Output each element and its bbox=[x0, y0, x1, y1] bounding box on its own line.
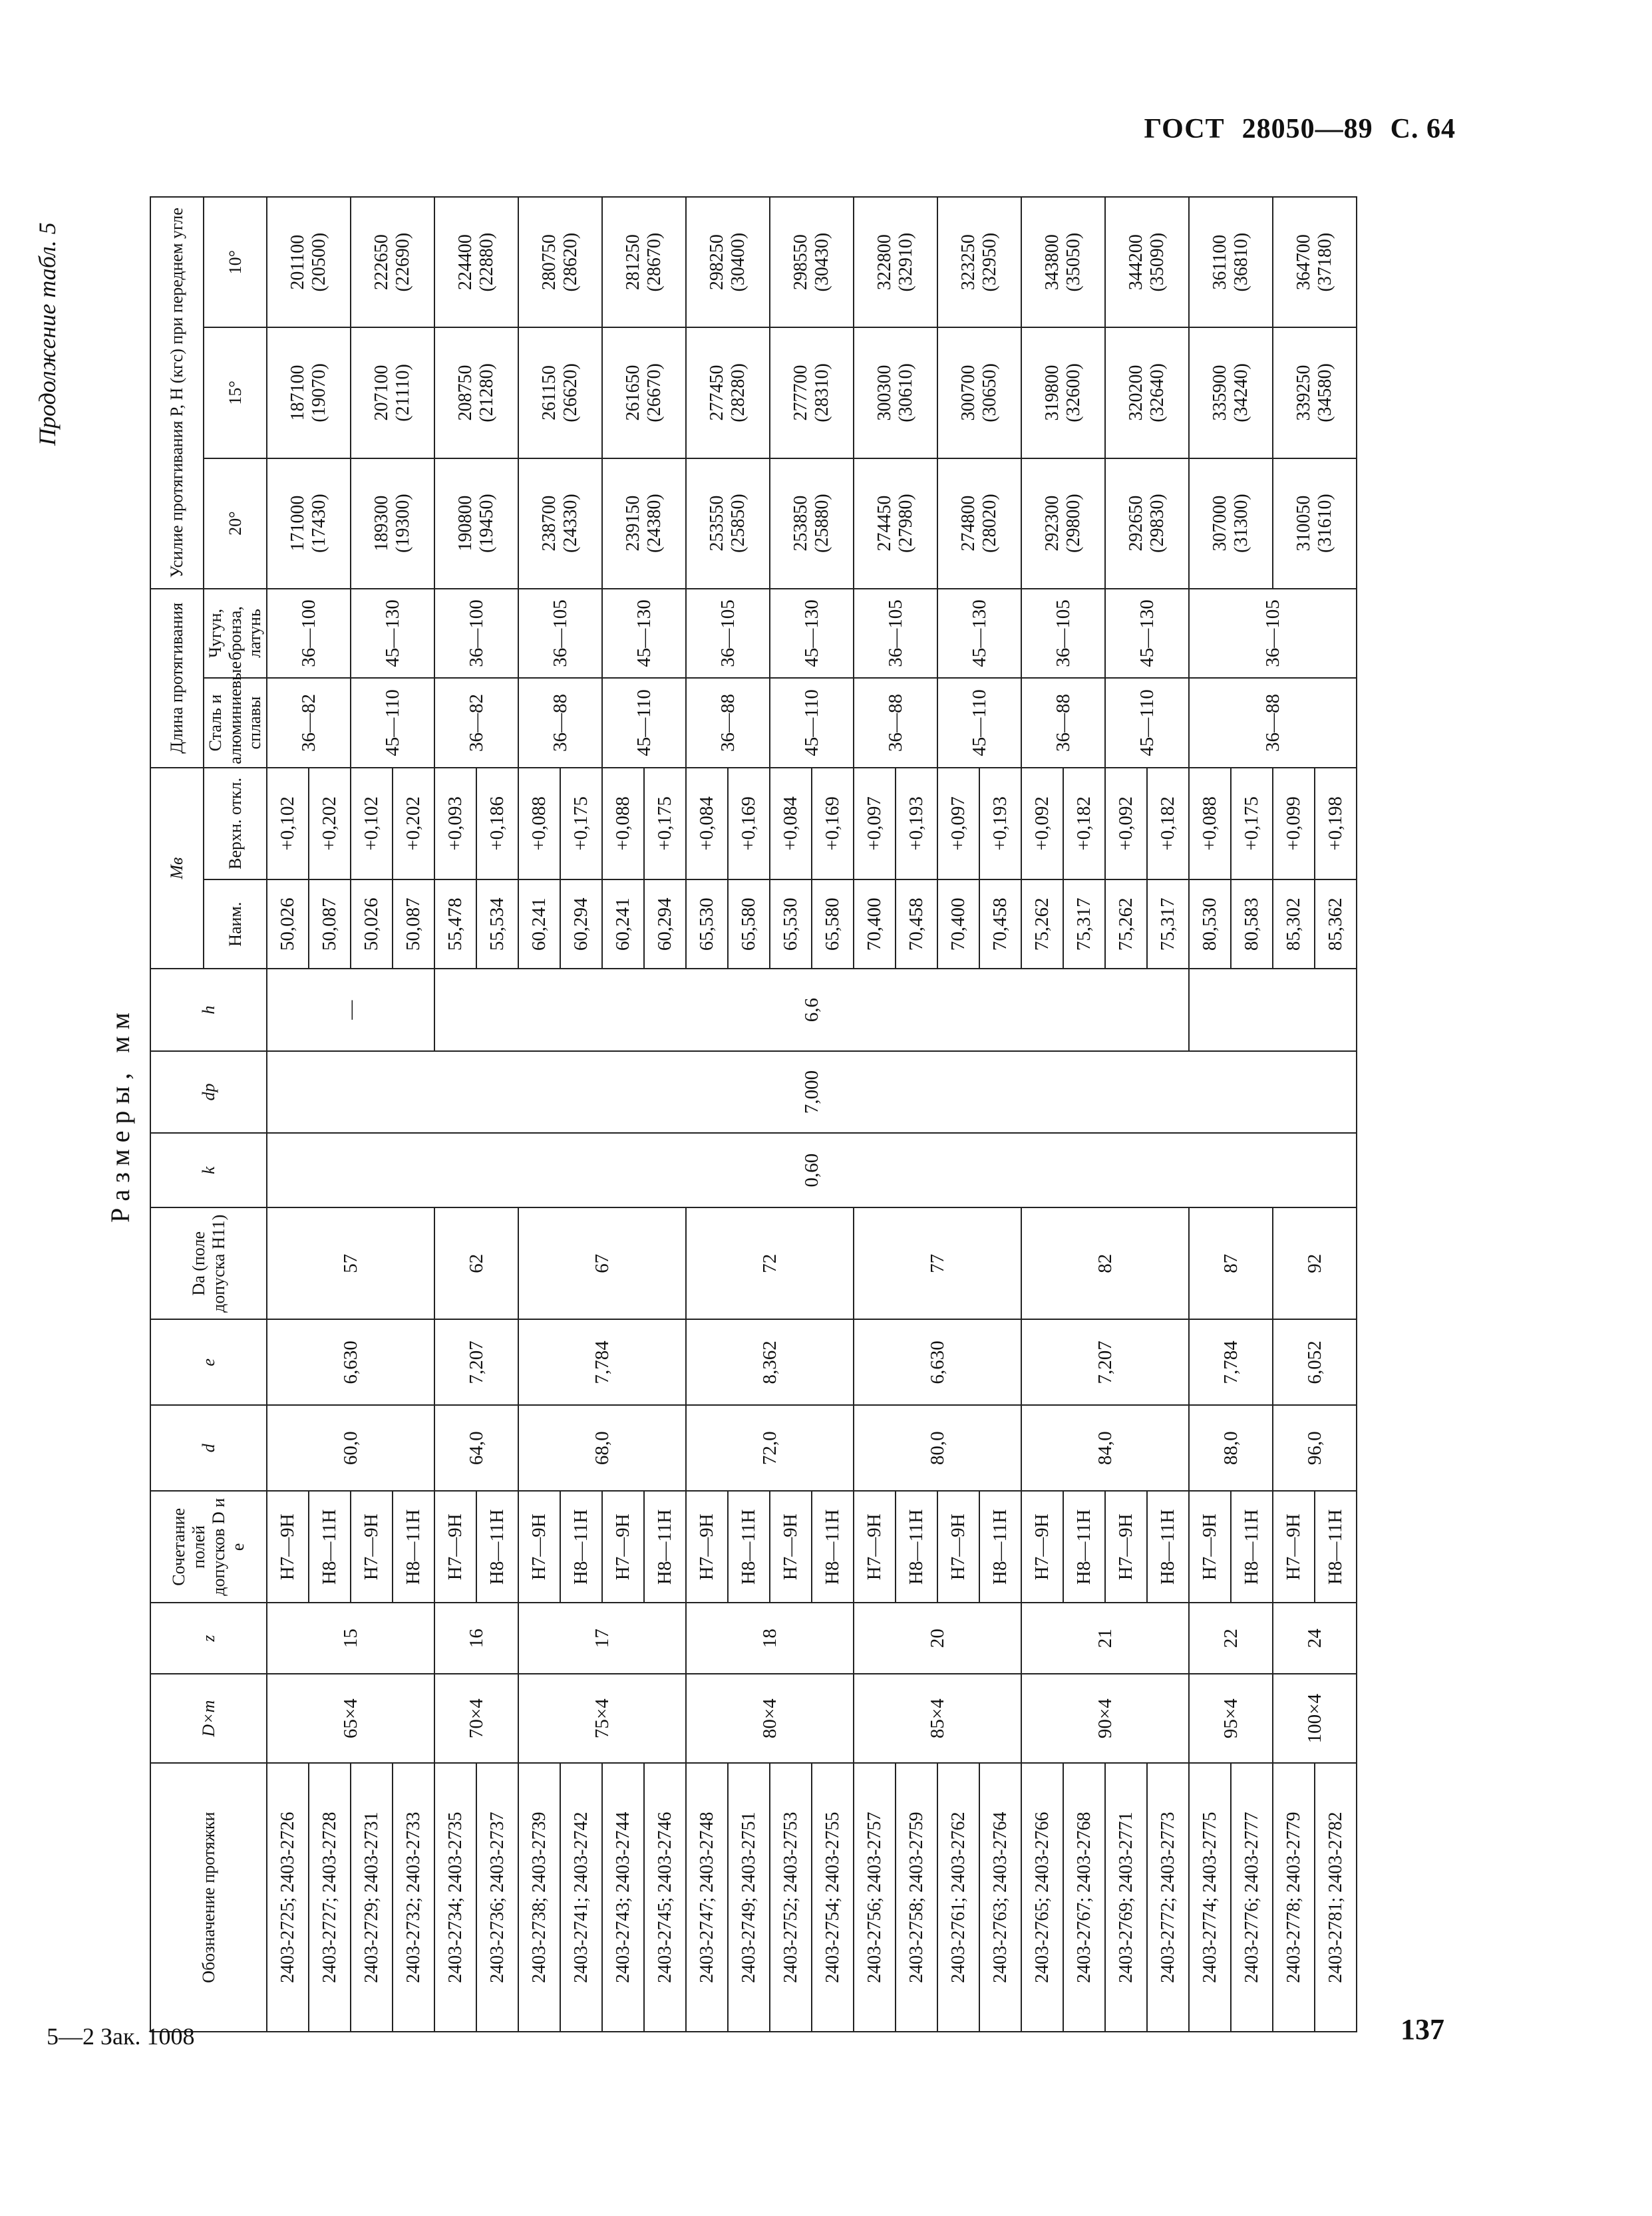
col-designation: Обозначение протяжки bbox=[150, 1763, 267, 2032]
cell-length-steel: 36—82 bbox=[267, 678, 351, 768]
cell-force-10: 344200 (35090) bbox=[1105, 197, 1189, 327]
cell-length-steel: 36—82 bbox=[434, 678, 518, 768]
cell-e: 7,784 bbox=[1189, 1319, 1273, 1405]
cell-force-10: 323250 (32950) bbox=[937, 197, 1021, 327]
cell-dxm: 85×4 bbox=[854, 1674, 1021, 1764]
cell-force-10: 201100 (20500) bbox=[267, 197, 351, 327]
col-length-iron: Чугун, бронза, латунь bbox=[204, 589, 267, 679]
cell-force-20: 292300 (29800) bbox=[1021, 458, 1105, 589]
cell-force-20: 274450 (27980) bbox=[854, 458, 937, 589]
cell-force-15: 300300 (30610) bbox=[854, 327, 937, 458]
cell-dxm: 75×4 bbox=[518, 1674, 686, 1764]
col-k: k bbox=[150, 1133, 267, 1207]
cell-mv-dev: +0,182 bbox=[1063, 768, 1105, 879]
cell-tolerance: H8—11H bbox=[393, 1491, 434, 1603]
cell-mv-nom: 70,458 bbox=[896, 879, 937, 969]
cell-force-15: 207100 (21110) bbox=[351, 327, 434, 458]
cell-designation: 2403-2778; 2403-2779 bbox=[1273, 1763, 1315, 2032]
cell-length-iron: 36—105 bbox=[1021, 589, 1105, 679]
cell-mv-dev: +0,102 bbox=[351, 768, 393, 879]
cell-mv-dev: +0,175 bbox=[560, 768, 602, 879]
cell-tolerance: H8—11H bbox=[476, 1491, 518, 1603]
cell-designation: 2403-2756; 2403-2757 bbox=[854, 1763, 896, 2032]
col-dp: dр bbox=[150, 1051, 267, 1133]
cell-z: 15 bbox=[267, 1603, 434, 1674]
cell-length-iron: 36—100 bbox=[267, 589, 351, 679]
cell-tolerance: H8—11H bbox=[309, 1491, 351, 1603]
cell-z: 16 bbox=[434, 1603, 518, 1674]
cell-e: 8,362 bbox=[686, 1319, 854, 1405]
cell-length-iron: 45—130 bbox=[602, 589, 686, 679]
cell-tolerance: H7—9H bbox=[854, 1491, 896, 1603]
cell-force-15: 261650 (26670) bbox=[602, 327, 686, 458]
cell-mv-nom: 50,087 bbox=[393, 879, 434, 969]
cell-mv-dev: +0,084 bbox=[770, 768, 812, 879]
cell-tolerance: H7—9H bbox=[1105, 1491, 1147, 1603]
cell-mv-nom: 85,302 bbox=[1273, 879, 1315, 969]
cell-z: 22 bbox=[1189, 1603, 1273, 1674]
cell-designation: 2403-2745; 2403-2746 bbox=[644, 1763, 686, 2032]
continuation-label: Продолжение табл. 5 bbox=[34, 222, 61, 446]
cell-force-15: 320200 (32640) bbox=[1105, 327, 1189, 458]
cell-length-steel: 45—110 bbox=[937, 678, 1021, 768]
cell-force-20: 190800 (19450) bbox=[434, 458, 518, 589]
cell-mv-dev: +0,182 bbox=[1147, 768, 1189, 879]
cell-da: 67 bbox=[518, 1207, 686, 1319]
col-force-20: 20° bbox=[204, 458, 267, 589]
cell-mv-dev: +0,092 bbox=[1105, 768, 1147, 879]
cell-dxm: 65×4 bbox=[267, 1674, 434, 1764]
cell-length-steel: 45—110 bbox=[351, 678, 434, 768]
col-length: Длина протягивания bbox=[150, 589, 204, 768]
cell-designation: 2403-2738; 2403-2739 bbox=[518, 1763, 560, 2032]
cell-mv-nom: 65,580 bbox=[728, 879, 770, 969]
cell-h: 6,6 bbox=[434, 969, 1189, 1050]
cell-h-dash: — bbox=[267, 969, 434, 1050]
header-number: 28050—89 bbox=[1241, 114, 1373, 144]
footer-page-number: 137 bbox=[1401, 2013, 1444, 2046]
cell-mv-nom: 55,478 bbox=[434, 879, 476, 969]
cell-d: 80,0 bbox=[854, 1405, 1021, 1491]
cell-z: 18 bbox=[686, 1603, 854, 1674]
cell-dxm: 80×4 bbox=[686, 1674, 854, 1764]
col-length-steel: Сталь и алюминиевые сплавы bbox=[204, 678, 267, 768]
cell-force-20: 189300 (19300) bbox=[351, 458, 434, 589]
cell-d: 96,0 bbox=[1273, 1405, 1357, 1491]
cell-force-15: 339250 (34580) bbox=[1273, 327, 1357, 458]
cell-mv-dev: +0,175 bbox=[644, 768, 686, 879]
header-page: С. 64 bbox=[1390, 114, 1456, 144]
cell-force-10: 343800 (35050) bbox=[1021, 197, 1105, 327]
col-force-15: 15° bbox=[204, 327, 267, 458]
cell-length-iron: 36—105 bbox=[518, 589, 602, 679]
cell-e: 6,630 bbox=[854, 1319, 1021, 1405]
cell-d: 84,0 bbox=[1021, 1405, 1189, 1491]
cell-dp: 7,000 bbox=[267, 1051, 1357, 1133]
cell-designation: 2403-2761; 2403-2762 bbox=[937, 1763, 979, 2032]
cell-tolerance: H7—9H bbox=[434, 1491, 476, 1603]
cell-d: 60,0 bbox=[267, 1405, 434, 1491]
cell-force-15: 319800 (32600) bbox=[1021, 327, 1105, 458]
cell-e: 7,784 bbox=[518, 1319, 686, 1405]
cell-designation: 2403-2769; 2403-2771 bbox=[1105, 1763, 1147, 2032]
cell-designation: 2403-2776; 2403-2777 bbox=[1231, 1763, 1273, 2032]
cell-force-10: 280750 (28620) bbox=[518, 197, 602, 327]
cell-tolerance: H7—9H bbox=[1273, 1491, 1315, 1603]
footer-order: 5—2 Зак. 1008 bbox=[47, 2023, 195, 2050]
cell-k: 0,60 bbox=[267, 1133, 1357, 1207]
cell-force-20: 292650 (29830) bbox=[1105, 458, 1189, 589]
cell-designation: 2403-2758; 2403-2759 bbox=[896, 1763, 937, 2032]
cell-mv-dev: +0,202 bbox=[393, 768, 434, 879]
cell-designation: 2403-2752; 2403-2753 bbox=[770, 1763, 812, 2032]
cell-tolerance: H7—9H bbox=[770, 1491, 812, 1603]
cell-tolerance: H8—11H bbox=[1231, 1491, 1273, 1603]
cell-mv-dev: +0,093 bbox=[434, 768, 476, 879]
cell-da: 87 bbox=[1189, 1207, 1273, 1319]
cell-designation: 2403-2765; 2403-2766 bbox=[1021, 1763, 1063, 2032]
cell-d: 68,0 bbox=[518, 1405, 686, 1491]
cell-mv-dev: +0,198 bbox=[1315, 768, 1357, 879]
col-tolerance: Сочетание полей допусков D и e bbox=[150, 1491, 267, 1603]
cell-mv-nom: 75,262 bbox=[1105, 879, 1147, 969]
cell-length-iron: 36—105 bbox=[854, 589, 937, 679]
cell-designation: 2403-2736; 2403-2737 bbox=[476, 1763, 518, 2032]
cell-force-15: 277450 (28280) bbox=[686, 327, 770, 458]
cell-mv-dev: +0,088 bbox=[518, 768, 560, 879]
cell-force-10: 364700 (37180) bbox=[1273, 197, 1357, 327]
col-mv-nom: Наим. bbox=[204, 879, 267, 969]
cell-designation: 2403-2741; 2403-2742 bbox=[560, 1763, 602, 2032]
col-mv: Mв bbox=[150, 768, 204, 969]
col-force: Усилие протягивания P, Н (кгс) при переднем угле bbox=[150, 197, 204, 589]
cell-tolerance: H7—9H bbox=[267, 1491, 309, 1603]
cell-force-15: 208750 (21280) bbox=[434, 327, 518, 458]
cell-z: 21 bbox=[1021, 1603, 1189, 1674]
cell-tolerance: H8—11H bbox=[560, 1491, 602, 1603]
cell-length-steel: 45—110 bbox=[602, 678, 686, 768]
cell-length-steel: 45—110 bbox=[1105, 678, 1189, 768]
cell-mv-nom: 60,241 bbox=[518, 879, 560, 969]
cell-force-20: 238700 (24330) bbox=[518, 458, 602, 589]
cell-designation: 2403-2729; 2403-2731 bbox=[351, 1763, 393, 2032]
cell-mv-nom: 60,294 bbox=[560, 879, 602, 969]
cell-length-iron: 36—105 bbox=[1189, 589, 1357, 679]
cell-mv-nom: 60,241 bbox=[602, 879, 644, 969]
cell-designation: 2403-2772; 2403-2773 bbox=[1147, 1763, 1189, 2032]
cell-force-10: 298250 (30400) bbox=[686, 197, 770, 327]
cell-da: 82 bbox=[1021, 1207, 1189, 1319]
cell-designation: 2403-2781; 2403-2782 bbox=[1315, 1763, 1357, 2032]
cell-tolerance: H8—11H bbox=[812, 1491, 854, 1603]
cell-tolerance: H8—11H bbox=[1147, 1491, 1189, 1603]
cell-tolerance: H8—11H bbox=[979, 1491, 1021, 1603]
cell-da: 57 bbox=[267, 1207, 434, 1319]
rotated-table-block bbox=[90, 196, 1357, 2032]
cell-mv-nom: 50,026 bbox=[267, 879, 309, 969]
cell-mv-dev: +0,097 bbox=[854, 768, 896, 879]
cell-force-15: 187100 (19070) bbox=[267, 327, 351, 458]
cell-force-10: 322800 (32910) bbox=[854, 197, 937, 327]
cell-force-20: 307000 (31300) bbox=[1189, 458, 1273, 589]
cell-tolerance: H7—9H bbox=[937, 1491, 979, 1603]
cell-tolerance: H7—9H bbox=[351, 1491, 393, 1603]
cell-length-steel: 36—88 bbox=[1189, 678, 1357, 768]
cell-designation: 2403-2732; 2403-2733 bbox=[393, 1763, 434, 2032]
cell-d: 64,0 bbox=[434, 1405, 518, 1491]
cell-mv-nom: 75,317 bbox=[1147, 879, 1189, 969]
cell-force-20: 274800 (28020) bbox=[937, 458, 1021, 589]
cell-z: 20 bbox=[854, 1603, 1021, 1674]
cell-designation: 2403-2734; 2403-2735 bbox=[434, 1763, 476, 2032]
cell-tolerance: H8—11H bbox=[896, 1491, 937, 1603]
cell-length-iron: 45—130 bbox=[937, 589, 1021, 679]
cell-mv-nom: 50,087 bbox=[309, 879, 351, 969]
cell-designation: 2403-2754; 2403-2755 bbox=[812, 1763, 854, 2032]
cell-z: 24 bbox=[1273, 1603, 1357, 1674]
cell-length-iron: 45—130 bbox=[1105, 589, 1189, 679]
cell-mv-dev: +0,169 bbox=[728, 768, 770, 879]
cell-force-20: 253550 (25850) bbox=[686, 458, 770, 589]
cell-tolerance: H8—11H bbox=[1063, 1491, 1105, 1603]
cell-mv-nom: 85,362 bbox=[1315, 879, 1357, 969]
cell-mv-dev: +0,092 bbox=[1021, 768, 1063, 879]
cell-length-iron: 45—130 bbox=[770, 589, 854, 679]
cell-length-steel: 36—88 bbox=[686, 678, 770, 768]
cell-e: 7,207 bbox=[434, 1319, 518, 1405]
cell-mv-dev: +0,175 bbox=[1231, 768, 1273, 879]
cell-tolerance: H7—9H bbox=[1021, 1491, 1063, 1603]
cell-force-15: 335900 (34240) bbox=[1189, 327, 1273, 458]
col-da: Dа (поле допуска H11) bbox=[150, 1207, 267, 1319]
cell-tolerance: H7—9H bbox=[1189, 1491, 1231, 1603]
cell-force-15: 261150 (26620) bbox=[518, 327, 602, 458]
table-caption: Размеры, мм bbox=[104, 1006, 135, 1223]
cell-force-20: 253850 (25880) bbox=[770, 458, 854, 589]
col-mv-dev: Верхн. откл. bbox=[204, 768, 267, 879]
cell-mv-nom: 55,534 bbox=[476, 879, 518, 969]
cell-da: 92 bbox=[1273, 1207, 1357, 1319]
cell-mv-nom: 75,317 bbox=[1063, 879, 1105, 969]
cell-designation: 2403-2774; 2403-2775 bbox=[1189, 1763, 1231, 2032]
cell-d: 88,0 bbox=[1189, 1405, 1273, 1491]
cell-mv-dev: +0,202 bbox=[309, 768, 351, 879]
cell-length-iron: 45—130 bbox=[351, 589, 434, 679]
cell-designation: 2403-2747; 2403-2748 bbox=[686, 1763, 728, 2032]
cell-da: 62 bbox=[434, 1207, 518, 1319]
cell-e: 6,052 bbox=[1273, 1319, 1357, 1405]
cell-mv-nom: 50,026 bbox=[351, 879, 393, 969]
cell-length-steel: 45—110 bbox=[770, 678, 854, 768]
cell-mv-dev: +0,193 bbox=[979, 768, 1021, 879]
cell-da: 72 bbox=[686, 1207, 854, 1319]
cell-tolerance: H7—9H bbox=[518, 1491, 560, 1603]
cell-length-iron: 36—105 bbox=[686, 589, 770, 679]
col-d: d bbox=[150, 1405, 267, 1491]
cell-e: 7,207 bbox=[1021, 1319, 1189, 1405]
cell-designation: 2403-2767; 2403-2768 bbox=[1063, 1763, 1105, 2032]
cell-mv-nom: 65,530 bbox=[686, 879, 728, 969]
cell-tolerance: H7—9H bbox=[602, 1491, 644, 1603]
cell-mv-dev: +0,186 bbox=[476, 768, 518, 879]
cell-force-10: 222650 (22690) bbox=[351, 197, 434, 327]
cell-mv-dev: +0,193 bbox=[896, 768, 937, 879]
cell-designation: 2403-2727; 2403-2728 bbox=[309, 1763, 351, 2032]
cell-force-10: 298550 (30430) bbox=[770, 197, 854, 327]
cell-e: 6,630 bbox=[267, 1319, 434, 1405]
cell-length-steel: 36—88 bbox=[1021, 678, 1105, 768]
cell-z: 17 bbox=[518, 1603, 686, 1674]
cell-h-blank bbox=[1189, 969, 1357, 1050]
cell-mv-dev: +0,102 bbox=[267, 768, 309, 879]
cell-mv-nom: 70,400 bbox=[854, 879, 896, 969]
cell-tolerance: H8—11H bbox=[728, 1491, 770, 1603]
cell-mv-nom: 65,530 bbox=[770, 879, 812, 969]
cell-mv-nom: 60,294 bbox=[644, 879, 686, 969]
cell-designation: 2403-2763; 2403-2764 bbox=[979, 1763, 1021, 2032]
col-e: e bbox=[150, 1319, 267, 1405]
cell-mv-nom: 80,583 bbox=[1231, 879, 1273, 969]
cell-mv-dev: +0,088 bbox=[1189, 768, 1231, 879]
cell-force-20: 239150 (24380) bbox=[602, 458, 686, 589]
cell-tolerance: H8—11H bbox=[644, 1491, 686, 1603]
cell-mv-dev: +0,099 bbox=[1273, 768, 1315, 879]
cell-mv-dev: +0,169 bbox=[812, 768, 854, 879]
cell-designation: 2403-2725; 2403-2726 bbox=[267, 1763, 309, 2032]
cell-force-10: 224400 (22880) bbox=[434, 197, 518, 327]
cell-dxm: 70×4 bbox=[434, 1674, 518, 1764]
table-row bbox=[267, 197, 309, 2032]
cell-force-20: 171000 (17430) bbox=[267, 458, 351, 589]
cell-dxm: 95×4 bbox=[1189, 1674, 1273, 1764]
page-header bbox=[1126, 113, 1456, 145]
cell-force-10: 281250 (28670) bbox=[602, 197, 686, 327]
col-z: z bbox=[150, 1603, 267, 1674]
cell-mv-nom: 70,400 bbox=[937, 879, 979, 969]
cell-force-10: 361100 (36810) bbox=[1189, 197, 1273, 327]
cell-mv-dev: +0,084 bbox=[686, 768, 728, 879]
cell-mv-dev: +0,097 bbox=[937, 768, 979, 879]
cell-force-15: 300700 (30650) bbox=[937, 327, 1021, 458]
cell-designation: 2403-2743; 2403-2744 bbox=[602, 1763, 644, 2032]
cell-length-iron: 36—100 bbox=[434, 589, 518, 679]
cell-mv-nom: 80,530 bbox=[1189, 879, 1231, 969]
cell-length-steel: 36—88 bbox=[518, 678, 602, 768]
col-force-10: 10° bbox=[204, 197, 267, 327]
cell-force-20: 310050 (31610) bbox=[1273, 458, 1357, 589]
cell-length-steel: 36—88 bbox=[854, 678, 937, 768]
cell-mv-dev: +0,088 bbox=[602, 768, 644, 879]
cell-tolerance: H8—11H bbox=[1315, 1491, 1357, 1603]
cell-mv-nom: 70,458 bbox=[979, 879, 1021, 969]
cell-dxm: 90×4 bbox=[1021, 1674, 1189, 1764]
cell-da: 77 bbox=[854, 1207, 1021, 1319]
cell-tolerance: H7—9H bbox=[686, 1491, 728, 1603]
dimensions-table bbox=[150, 196, 1357, 2032]
cell-force-15: 277700 (28310) bbox=[770, 327, 854, 458]
col-h: h bbox=[150, 969, 267, 1050]
cell-mv-nom: 65,580 bbox=[812, 879, 854, 969]
cell-mv-nom: 75,262 bbox=[1021, 879, 1063, 969]
header-gost: ГОСТ bbox=[1144, 114, 1225, 144]
cell-d: 72,0 bbox=[686, 1405, 854, 1491]
col-dxm: D×m bbox=[150, 1674, 267, 1764]
cell-dxm: 100×4 bbox=[1273, 1674, 1357, 1764]
cell-designation: 2403-2749; 2403-2751 bbox=[728, 1763, 770, 2032]
